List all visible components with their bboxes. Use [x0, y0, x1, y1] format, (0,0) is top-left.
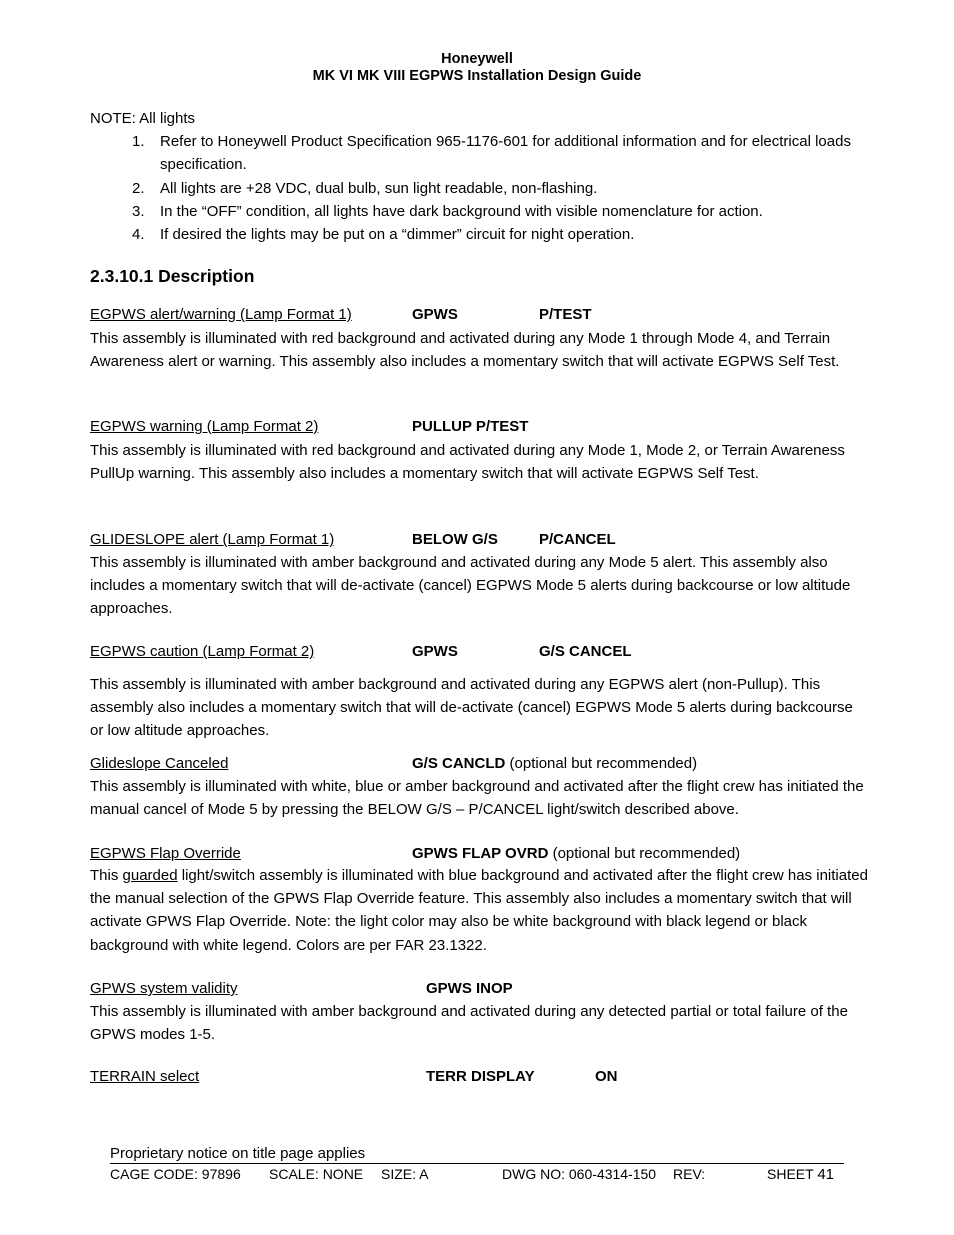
footer-cage-code: CAGE CODE: 97896: [110, 1166, 241, 1182]
footer-proprietary-notice: Proprietary notice on title page applies: [110, 1145, 366, 1162]
footer-dwg-no: DWG NO: 060-4314-150: [502, 1166, 657, 1182]
entry-legend-primary: G/S CANCLD: [412, 755, 506, 772]
entry-legend-secondary: P/TEST: [539, 306, 592, 323]
entry-legend-line: [412, 755, 697, 772]
entry-description: This assembly is illuminated with red background and activated during any Mode 1 through Mode 4, and Terrain Awareness alert or warning. This assembly also includes a momentary switch that will activate EGPWS Self Test.: [90, 330, 840, 371]
entry-legend-note: (optional but recommended): [505, 755, 698, 772]
note-item-number: 1.: [132, 133, 145, 150]
entry-name: Glideslope Canceled: [90, 755, 229, 772]
note-item: [90, 177, 870, 200]
entry-name: TERRAIN select: [90, 1068, 200, 1085]
footer-rev: REV:: [673, 1166, 706, 1182]
header-company: Honeywell: [441, 51, 513, 67]
footer-sheet: [767, 1166, 834, 1183]
footer-sheet-label: SHEET: [767, 1166, 814, 1182]
footer-size: SIZE: A: [381, 1166, 429, 1182]
entry-name: EGPWS Flap Override: [90, 845, 241, 862]
entry-description: This assembly is illuminated with white, blue or amber background and activated after the flight crew has initiated the manual cancel of Mode 5 by pressing the BELOW G/S – P/CANCEL light/switch described above.: [90, 778, 864, 819]
entry-name: GLIDESLOPE alert (Lamp Format 1): [90, 531, 335, 548]
entry-legend-primary: PULLUP P/TEST: [412, 418, 529, 435]
entry-legend-primary: GPWS FLAP OVRD: [412, 845, 549, 862]
note-item-number: 4.: [132, 226, 145, 244]
entry-description-rest: light/switch assembly is illuminated with blue background and activated after the flight crew has initiated the manual selection of the GPWS Flap Override feature. This assembly also includes a momentary switch that will activate GPWS Flap Override. Note: the light color may also be white background with black legend or black background with white legend. Colors are per FAR 23.1322.: [90, 867, 868, 954]
entry-description: This assembly is illuminated with amber background and activated during any Mode 5 alert. This assembly also includes a momentary switch that will de-activate (cancel) EGPWS Mode 5 alerts during backcourse or low altitude approaches.: [90, 554, 851, 618]
note-item-text: In the “OFF” condition, all lights have dark background with visible nomenclature for action.: [160, 202, 763, 220]
note-item-text: Refer to Honeywell Product Specification 965-1176-601 for additional information and for electrical loads specification.: [160, 133, 851, 174]
entry-legend-secondary: G/S CANCEL: [539, 643, 632, 660]
footer-sheet-number: 41: [817, 1166, 835, 1183]
entry-description: This assembly is illuminated with amber background and activated during any EGPWS alert (non-Pullup). This assembly also includes a momentary switch that will de-activate (cancel) EGPWS Mode 5 alerts during backcourse or low altitude approaches.: [90, 676, 853, 740]
entry-description-emphasis: guarded: [122, 867, 178, 884]
note-label: NOTE: All lights: [90, 110, 196, 127]
entry-legend-primary: GPWS INOP: [426, 980, 513, 997]
section-title: 2.3.10.1 Description: [90, 266, 255, 286]
header-doc-title: MK VI MK VIII EGPWS Installation Design Guide: [312, 68, 642, 84]
note-list: [90, 130, 870, 246]
entry-legend-line: [412, 845, 740, 862]
note-item-number: 2.: [132, 179, 145, 197]
note-item-text: If desired the lights may be put on a “dimmer” circuit for night operation.: [160, 226, 635, 244]
entry-name: EGPWS alert/warning (Lamp Format 1): [90, 306, 352, 323]
footer-rule: [110, 1163, 844, 1164]
entry-description: This assembly is illuminated with red background and activated during any Mode 1, Mode 2, or Terrain Awareness PullUp warning. This assembly also includes a momentary switch that will activate EGPWS Self Test.: [90, 442, 845, 483]
entry-legend-primary: GPWS: [412, 643, 458, 660]
note-item: [90, 200, 870, 223]
entry-legend-secondary: ON: [595, 1068, 618, 1085]
entry-legend-primary: TERR DISPLAY: [426, 1068, 535, 1085]
note-item-number: 3.: [132, 202, 145, 220]
note-item-text: All lights are +28 VDC, dual bulb, sun light readable, non-flashing.: [160, 179, 598, 197]
entry-description: This assembly is illuminated with amber background and activated during any detected partial or total failure of the GPWS modes 1-5.: [90, 1003, 848, 1044]
entry-legend-secondary: P/CANCEL: [539, 531, 616, 548]
entry-description-lead: This: [90, 867, 123, 884]
note-item: [90, 130, 870, 177]
entry-name: GPWS system validity: [90, 980, 238, 997]
entry-legend-note: (optional but recommended): [548, 845, 741, 862]
note-item: [90, 223, 870, 246]
entry-legend-primary: BELOW G/S: [412, 531, 498, 548]
entry-name: EGPWS warning (Lamp Format 2): [90, 418, 319, 435]
entry-legend-primary: GPWS: [412, 306, 458, 323]
footer-scale: SCALE: NONE: [269, 1166, 364, 1182]
entry-name: EGPWS caution (Lamp Format 2): [90, 643, 315, 660]
entry-description: [90, 864, 870, 957]
